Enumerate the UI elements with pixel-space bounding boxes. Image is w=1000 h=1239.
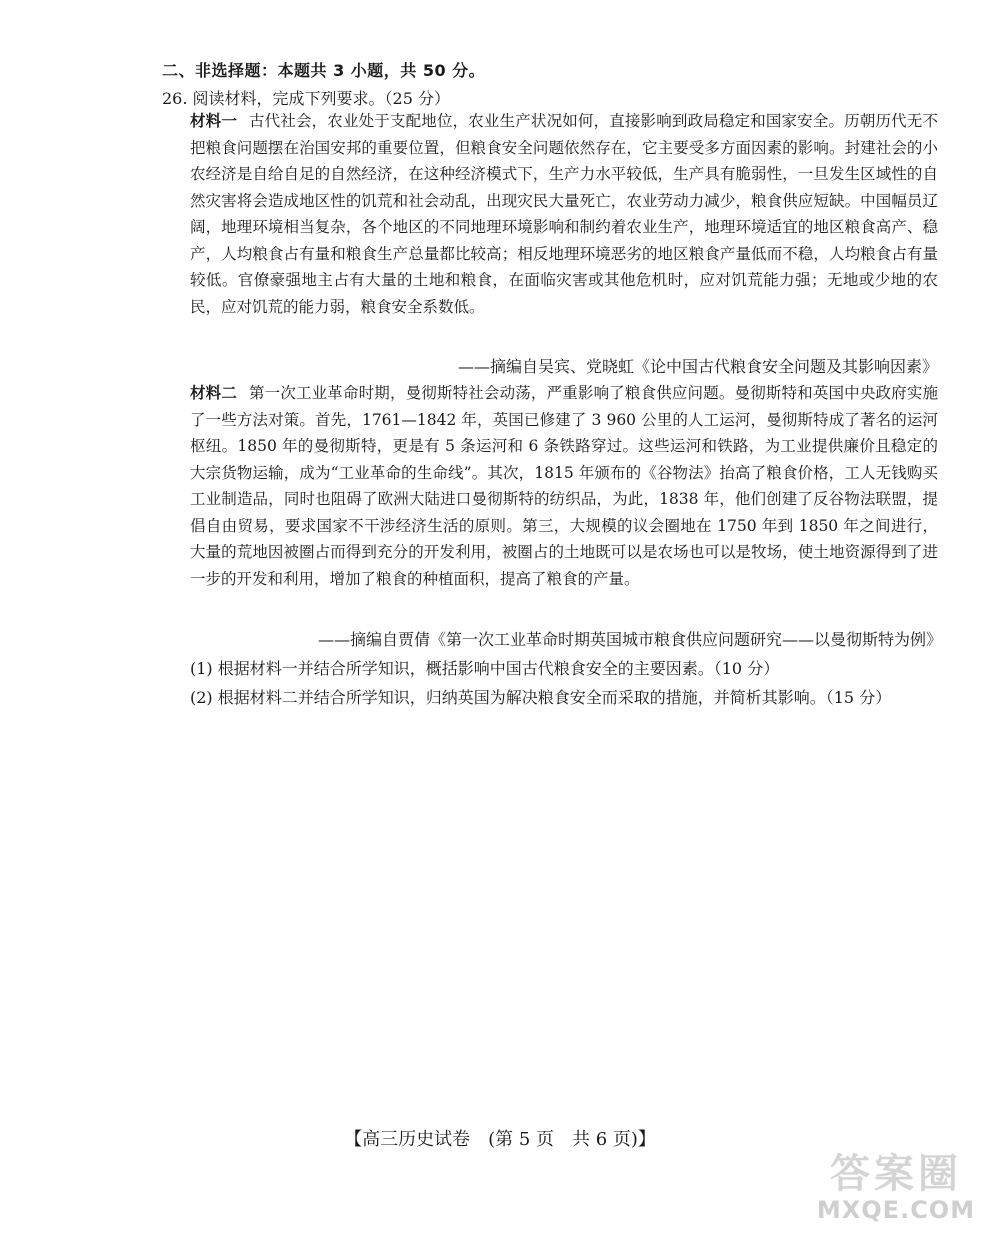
sub-question-2: (2) 根据材料二并结合所学知识，归纳英国为解决粮食安全而采取的措施，并简析其影响。（15 分） — [190, 688, 892, 707]
material-one-text: 古代社会，农业处于支配地位，农业生产状况如何，直接影响到政局稳定和国家安全。历朝历代无不把粮食问题摆在治国安邦的重要位置，但粮食安全问题依然存在，它主要受多方面因素的影响。封建社会的小农经济是自给自足的自然经济，在这种经济模式下，生产力水平较低，生产具有脆弱性，一旦发生区域性的自然灾害将会造成地区性的饥荒和社会动乱，出现灾民大量死亡，农业劳动力减少，粮食供应短缺。中国幅员辽阔，地理环境相当复杂，各个地区的不同地理环境影响和制约着农业生产，地理环境适宜的地区粮食高产、稳产，人均粮食占有量和粮食生产总量都比较高；相反地理环境恶劣的地区粮食产量低而不稳，人均粮食占有量较低。官僚豪强地主占有大量的土地和粮食，在面临灾害或其他危机时，应对饥荒能力强；无地或少地的农民，应对饥荒的能力弱，粮食安全系数低。 — [190, 112, 938, 316]
watermark-logo-text: 答案圈 — [830, 1151, 962, 1197]
material-two-text: 第一次工业革命时期，曼彻斯特社会动荡，严重影响了粮食供应问题。曼彻斯特和英国中央政府实施了一些方法对策。首先，1761—1842 年，英国已修建了 3 960 公里的人工运河，曼彻斯特成了著名的运河枢纽。1850 年的曼彻斯特，更是有 5 条运河和 6 条铁路穿过。这些运河和铁路，为工业提供廉价且稳定的大宗货物运输，成为“工业革命的生命线”。其次，1815 年颁布的《谷物法》抬高了粮食价格，工人无钱购买工业制造品，同时也阻碍了欧洲大陆进口曼彻斯特的纺织品，为此，1838 年，他们创建了反谷物法联盟，提倡自由贸易，要求国家不干涉经济生活的原则。第三，大规模的议会圈地在 1750 年到 1850 年之间进行，大量的荒地因被圈占而得到充分的开发利用，被圈占的土地既可以是农场也可以是牧场，使土地资源得到了进一步的开发和利用，增加了粮食的种植面积，提高了粮食的产量。 — [190, 384, 938, 588]
material-one-label: 材料一 — [190, 112, 237, 130]
question-heading: 26. 阅读材料，完成下列要求。（25 分） — [162, 89, 450, 108]
sub-question-1: (1) 根据材料一并结合所学知识，概括影响中国古代粮食安全的主要因素。（10 分） — [190, 659, 780, 678]
material-two — [190, 380, 938, 592]
watermark-url: MXQE.COM — [816, 1196, 976, 1224]
section-title: 二、非选择题：本题共 3 小题，共 50 分。 — [162, 61, 486, 80]
watermark-logo — [806, 1142, 986, 1230]
material-one — [190, 108, 938, 320]
material-two-label: 材料二 — [190, 384, 237, 402]
page-footer: 【高三历史试卷 (第 5 页 共 6 页)】 — [344, 1129, 656, 1150]
material-one-source: ——摘编自吴宾、党晓虹《论中国古代粮食安全问题及其影响因素》 — [457, 357, 938, 376]
material-two-source: ——摘编自贾倩《第一次工业革命时期英国城市粮食供应问题研究——以曼彻斯特为例》 — [317, 630, 942, 649]
